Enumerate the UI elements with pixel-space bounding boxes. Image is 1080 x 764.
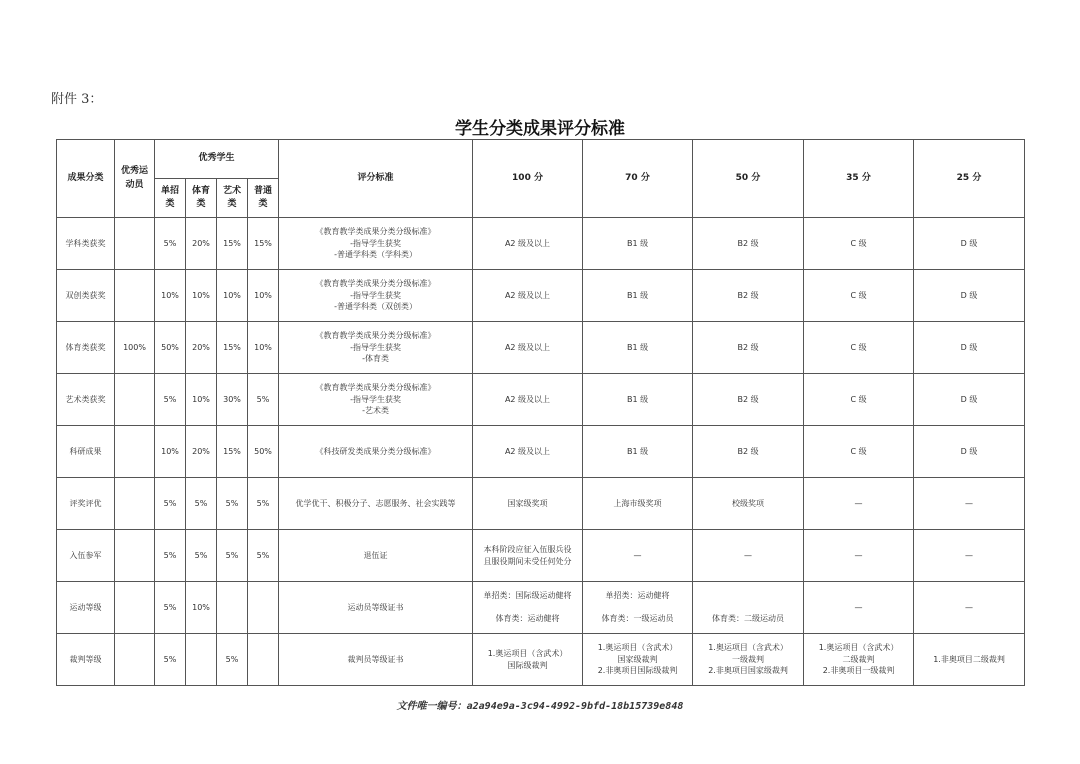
athlete-weight bbox=[115, 218, 155, 270]
student-weight: 20% bbox=[186, 322, 217, 374]
scoring-table bbox=[56, 139, 1025, 686]
score-cell bbox=[473, 218, 583, 270]
score-line: A2 级及以上 bbox=[504, 238, 551, 248]
score-line: D 级 bbox=[960, 342, 978, 352]
student-weight: 5% bbox=[186, 530, 217, 582]
score-line: — bbox=[633, 550, 642, 560]
header-sub-general: 普通类 bbox=[248, 179, 279, 218]
criteria-cell bbox=[279, 218, 473, 270]
score-cell bbox=[804, 374, 914, 426]
student-weight: 5% bbox=[155, 634, 186, 686]
score-line: 本科阶段应征入伍服兵役 bbox=[483, 544, 572, 554]
score-line: B2 级 bbox=[737, 446, 759, 456]
score-line: — bbox=[854, 550, 863, 560]
score-cell bbox=[693, 582, 804, 634]
score-cell bbox=[804, 478, 914, 530]
score-line: 国际级裁判 bbox=[507, 660, 548, 670]
score-cell bbox=[914, 218, 1025, 270]
criteria-line: -指导学生获奖 bbox=[350, 238, 401, 248]
athlete-weight: 100% bbox=[115, 322, 155, 374]
score-cell bbox=[914, 322, 1025, 374]
student-weight: 10% bbox=[248, 322, 279, 374]
score-cell bbox=[693, 322, 804, 374]
score-line: B2 级 bbox=[737, 394, 759, 404]
score-line: — bbox=[965, 550, 974, 560]
score-cell bbox=[804, 582, 914, 634]
student-weight: 20% bbox=[186, 426, 217, 478]
score-line: 一级裁判 bbox=[732, 654, 765, 664]
score-cell bbox=[914, 374, 1025, 426]
score-cell bbox=[583, 634, 693, 686]
athlete-weight bbox=[115, 374, 155, 426]
student-weight: 5% bbox=[217, 634, 248, 686]
score-line: C 级 bbox=[850, 446, 867, 456]
score-line bbox=[695, 602, 801, 614]
athlete-weight bbox=[115, 634, 155, 686]
score-line: C 级 bbox=[850, 394, 867, 404]
score-cell bbox=[583, 218, 693, 270]
athlete-weight bbox=[115, 270, 155, 322]
score-line: 1.奥运项目（含武术） bbox=[818, 643, 899, 653]
student-weight: 10% bbox=[217, 270, 248, 322]
score-line: 2.非奥项目一级裁判 bbox=[822, 666, 895, 676]
score-line: — bbox=[965, 602, 974, 612]
student-weight: 15% bbox=[248, 218, 279, 270]
score-line bbox=[475, 602, 580, 614]
row-category: 评奖评优 bbox=[57, 478, 115, 530]
score-line bbox=[585, 602, 690, 614]
table-row bbox=[57, 218, 1025, 270]
score-cell bbox=[583, 530, 693, 582]
score-cell bbox=[473, 634, 583, 686]
header-sub-art: 艺术类 bbox=[217, 179, 248, 218]
criteria-cell bbox=[279, 426, 473, 478]
score-line: A2 级及以上 bbox=[504, 394, 551, 404]
score-line: 1.非奥项目二级裁判 bbox=[933, 654, 1005, 664]
header-athlete: 优秀运动员 bbox=[115, 140, 155, 218]
score-line: 1.奥运项目（含武术） bbox=[597, 643, 678, 653]
student-weight: 10% bbox=[155, 426, 186, 478]
score-cell bbox=[914, 530, 1025, 582]
score-line: 2.非奥项目国家级裁判 bbox=[708, 666, 788, 676]
criteria-line: -普通学科类（双创类） bbox=[334, 302, 417, 312]
score-cell bbox=[693, 530, 804, 582]
header-score: 100 分 bbox=[473, 140, 583, 218]
criteria-line: -艺术类 bbox=[362, 406, 389, 416]
score-cell bbox=[804, 270, 914, 322]
criteria-line: 《教育教学类成果分类分级标准》 bbox=[315, 383, 436, 393]
score-line: — bbox=[744, 550, 753, 560]
score-cell bbox=[473, 270, 583, 322]
athlete-weight bbox=[115, 530, 155, 582]
row-category: 学科类获奖 bbox=[57, 218, 115, 270]
score-cell bbox=[473, 426, 583, 478]
criteria-cell bbox=[279, 634, 473, 686]
score-cell bbox=[914, 270, 1025, 322]
score-line: C 级 bbox=[850, 238, 867, 248]
criteria-cell bbox=[279, 270, 473, 322]
criteria-cell bbox=[279, 322, 473, 374]
student-weight: 5% bbox=[248, 478, 279, 530]
score-cell bbox=[804, 218, 914, 270]
score-cell bbox=[583, 322, 693, 374]
score-line: 单招类：国际级运动健将 bbox=[483, 591, 572, 601]
score-cell bbox=[804, 426, 914, 478]
score-line: 二级裁判 bbox=[842, 654, 875, 664]
student-weight: 5% bbox=[217, 478, 248, 530]
row-category: 裁判等级 bbox=[57, 634, 115, 686]
score-cell bbox=[583, 270, 693, 322]
athlete-weight bbox=[115, 426, 155, 478]
score-cell bbox=[473, 530, 583, 582]
score-line: 国家级奖项 bbox=[507, 498, 548, 508]
criteria-line: 《教育教学类成果分类分级标准》 bbox=[315, 331, 436, 341]
student-weight bbox=[248, 634, 279, 686]
table-row bbox=[57, 322, 1025, 374]
score-line: D 级 bbox=[960, 394, 978, 404]
header-category: 成果分类 bbox=[57, 140, 115, 218]
student-weight bbox=[248, 582, 279, 634]
student-weight: 5% bbox=[155, 478, 186, 530]
score-line: 体育类：运动健将 bbox=[495, 614, 560, 624]
score-line: B1 级 bbox=[626, 446, 649, 456]
student-weight bbox=[217, 582, 248, 634]
criteria-line: 《科技研发类成果分类分级标准》 bbox=[315, 446, 436, 456]
athlete-weight bbox=[115, 478, 155, 530]
athlete-weight bbox=[115, 582, 155, 634]
score-line: B2 级 bbox=[737, 238, 759, 248]
student-weight: 50% bbox=[155, 322, 186, 374]
score-cell bbox=[473, 478, 583, 530]
student-weight: 5% bbox=[155, 218, 186, 270]
criteria-line: 运动员等级证书 bbox=[347, 602, 404, 612]
criteria-line: -指导学生获奖 bbox=[350, 394, 401, 404]
score-line: — bbox=[854, 498, 863, 508]
criteria-line: -普通学科类（学科类） bbox=[334, 250, 417, 260]
criteria-cell bbox=[279, 582, 473, 634]
score-line: B1 级 bbox=[626, 342, 649, 352]
score-line: D 级 bbox=[960, 290, 978, 300]
header-sub-single: 单招类 bbox=[155, 179, 186, 218]
score-line: 1.奥运项目（含武术） bbox=[487, 648, 568, 658]
header-criteria: 评分标准 bbox=[279, 140, 473, 218]
criteria-line: -指导学生获奖 bbox=[350, 342, 401, 352]
student-weight: 5% bbox=[155, 530, 186, 582]
criteria-line: 裁判员等级证书 bbox=[347, 654, 404, 664]
score-cell bbox=[693, 426, 804, 478]
score-cell bbox=[583, 478, 693, 530]
score-line: 上海市级奖项 bbox=[613, 498, 662, 508]
score-line: B1 级 bbox=[626, 394, 649, 404]
score-line: 1.奥运项目（含武术） bbox=[708, 643, 788, 653]
score-line: 体育类：一级运动员 bbox=[601, 614, 674, 624]
score-line: A2 级及以上 bbox=[504, 290, 551, 300]
score-line: 体育类：二级运动员 bbox=[712, 614, 785, 624]
criteria-line: -体育类 bbox=[362, 354, 389, 364]
header-score: 70 分 bbox=[583, 140, 693, 218]
score-line: — bbox=[854, 602, 863, 612]
student-weight: 10% bbox=[186, 582, 217, 634]
page-title: 学生分类成果评分标准 bbox=[455, 119, 625, 139]
score-line: 国家级裁判 bbox=[617, 654, 658, 664]
score-line: D 级 bbox=[960, 238, 978, 248]
criteria-cell bbox=[279, 530, 473, 582]
header-excellent-student: 优秀学生 bbox=[155, 140, 279, 179]
score-cell bbox=[693, 478, 804, 530]
header-score: 25 分 bbox=[914, 140, 1025, 218]
student-weight: 10% bbox=[155, 270, 186, 322]
row-category: 双创类获奖 bbox=[57, 270, 115, 322]
student-weight: 15% bbox=[217, 322, 248, 374]
score-line: 单招类：运动健将 bbox=[605, 591, 670, 601]
score-cell bbox=[804, 322, 914, 374]
criteria-line: 退伍证 bbox=[363, 550, 388, 560]
table-row bbox=[57, 634, 1025, 686]
criteria-cell bbox=[279, 374, 473, 426]
score-line: B2 级 bbox=[737, 342, 759, 352]
score-line: C 级 bbox=[850, 342, 867, 352]
table-row bbox=[57, 270, 1025, 322]
criteria-line: -指导学生获奖 bbox=[350, 290, 401, 300]
student-weight: 10% bbox=[248, 270, 279, 322]
score-line bbox=[695, 590, 801, 602]
header-sub-sports: 体育类 bbox=[186, 179, 217, 218]
score-cell bbox=[473, 322, 583, 374]
score-line: A2 级及以上 bbox=[504, 446, 551, 456]
score-line: 且服役期间未受任何处分 bbox=[483, 556, 572, 566]
score-line: 校级奖项 bbox=[732, 498, 765, 508]
score-cell bbox=[583, 582, 693, 634]
table-row bbox=[57, 374, 1025, 426]
row-category: 科研成果 bbox=[57, 426, 115, 478]
score-cell bbox=[693, 270, 804, 322]
table-row bbox=[57, 478, 1025, 530]
header-score: 50 分 bbox=[693, 140, 804, 218]
student-weight: 15% bbox=[217, 426, 248, 478]
row-category: 运动等级 bbox=[57, 582, 115, 634]
criteria-line: 优学优干、积极分子、志愿服务、社会实践等 bbox=[295, 498, 456, 508]
table-row bbox=[57, 530, 1025, 582]
student-weight: 5% bbox=[248, 374, 279, 426]
score-cell bbox=[473, 374, 583, 426]
student-weight: 10% bbox=[186, 374, 217, 426]
document-id: 文件唯一编号：a2a94e9a-3c94-4992-9bfd-18b15739e848 bbox=[396, 701, 684, 712]
student-weight bbox=[186, 634, 217, 686]
score-line: B2 级 bbox=[737, 290, 759, 300]
score-cell bbox=[693, 218, 804, 270]
student-weight: 20% bbox=[186, 218, 217, 270]
score-cell bbox=[914, 426, 1025, 478]
student-weight: 5% bbox=[217, 530, 248, 582]
student-weight: 5% bbox=[186, 478, 217, 530]
score-line: B1 级 bbox=[626, 290, 649, 300]
score-cell bbox=[693, 634, 804, 686]
score-line: A2 级及以上 bbox=[504, 342, 551, 352]
criteria-line: 《教育教学类成果分类分级标准》 bbox=[315, 279, 436, 289]
score-cell bbox=[914, 478, 1025, 530]
score-cell bbox=[914, 634, 1025, 686]
attachment-label: 附件 3： bbox=[51, 92, 103, 107]
student-weight: 5% bbox=[155, 582, 186, 634]
score-cell bbox=[804, 634, 914, 686]
row-category: 艺术类获奖 bbox=[57, 374, 115, 426]
score-line: — bbox=[965, 498, 974, 508]
score-line: C 级 bbox=[850, 290, 867, 300]
score-cell bbox=[473, 582, 583, 634]
row-category: 入伍参军 bbox=[57, 530, 115, 582]
row-category: 体育类获奖 bbox=[57, 322, 115, 374]
score-cell bbox=[804, 530, 914, 582]
score-cell bbox=[583, 426, 693, 478]
table-row bbox=[57, 582, 1025, 634]
student-weight: 15% bbox=[217, 218, 248, 270]
criteria-cell bbox=[279, 478, 473, 530]
score-line: D 级 bbox=[960, 446, 978, 456]
student-weight: 5% bbox=[248, 530, 279, 582]
score-cell bbox=[583, 374, 693, 426]
score-line: 2.非奥项目国际级裁判 bbox=[597, 666, 678, 676]
criteria-line: 《教育教学类成果分类分级标准》 bbox=[315, 227, 436, 237]
table-row bbox=[57, 426, 1025, 478]
score-line: B1 级 bbox=[626, 238, 649, 248]
student-weight: 50% bbox=[248, 426, 279, 478]
header-score: 35 分 bbox=[804, 140, 914, 218]
student-weight: 10% bbox=[186, 270, 217, 322]
student-weight: 30% bbox=[217, 374, 248, 426]
student-weight: 5% bbox=[155, 374, 186, 426]
score-cell bbox=[914, 582, 1025, 634]
score-cell bbox=[693, 374, 804, 426]
